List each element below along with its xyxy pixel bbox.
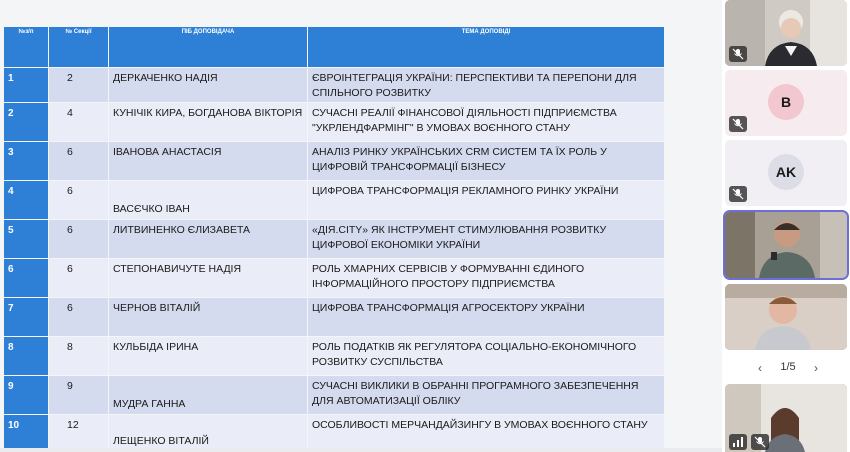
row-topic: СУЧАСНІ РЕАЛІЇ ФІНАНСОВОЇ ДІЯЛЬНОСТІ ПІДПРИЄМСТВА "УКРЛЕНДФАРМІНГ" В УМОВАХ ВОЄННОГО СТАНУ — [308, 103, 664, 141]
pager-next-button[interactable]: › — [814, 361, 818, 375]
row-topic: «ДІЯ.CITY» ЯК ІНСТРУМЕНТ СТИМУЛЮВАННЯ РОЗВИТКУ ЦИФРОВОЇ ЕКОНОМІКИ УКРАЇНИ — [308, 220, 664, 258]
row-topic: ОСОБЛИВОСТІ МЕРЧАНДАЙЗИНГУ В УМОВАХ ВОЄННОГО СТАНУ — [308, 415, 664, 451]
row-num: 8 — [4, 337, 48, 375]
row-num: 2 — [4, 103, 48, 141]
row-section: 4 — [49, 103, 108, 141]
mic-muted-icon — [729, 116, 747, 132]
row-section: 6 — [49, 220, 108, 258]
row-section: 6 — [49, 181, 108, 219]
pager-prev-button[interactable]: ‹ — [758, 361, 762, 375]
participant-tile-5[interactable] — [725, 284, 847, 350]
row-speaker: КУЛЬБІДА ІРИНА — [109, 337, 307, 375]
row-speaker: СТЕПОНАВИЧУТЕ НАДІЯ — [109, 259, 307, 297]
table-row — [4, 68, 664, 102]
row-topic: РОЛЬ ПОДАТКІВ ЯК РЕГУЛЯТОРА СОЦІАЛЬНО-ЕКОНОМІЧНОГО РОЗВИТКУ СУСПІЛЬСТВА — [308, 337, 664, 375]
row-section: 6 — [49, 142, 108, 180]
row-num: 7 — [4, 298, 48, 336]
participants-pager — [758, 361, 818, 377]
row-topic: ЄВРОІНТЕГРАЦІЯ УКРАЇНИ: ПЕРСПЕКТИВИ ТА ПЕРЕПОНИ ДЛЯ СПІЛЬНОГО РОЗВИТКУ — [308, 68, 664, 102]
row-section: 6 — [49, 259, 108, 297]
row-num: 6 — [4, 259, 48, 297]
row-speaker: ДЕРКАЧЕНКО НАДІЯ — [109, 68, 307, 102]
row-topic: СУЧАСНІ ВИКЛИКИ В ОБРАННІ ПРОГРАМНОГО ЗАБЕЗПЕЧЕННЯ ДЛЯ АВТОМАТИЗАЦІЇ ОБЛІКУ — [308, 376, 664, 414]
row-num: 1 — [4, 68, 48, 102]
row-topic: ЦИФРОВА ТРАНСФОРМАЦІЯ АГРОСЕКТОРУ УКРАЇНИ — [308, 298, 664, 336]
row-speaker: ІВАНОВА АНАСТАСІЯ — [109, 142, 307, 180]
table-row — [4, 103, 664, 141]
avatar-ak: AK — [768, 154, 804, 190]
row-section: 12 — [49, 415, 108, 451]
pager-label: 1/5 — [780, 361, 796, 373]
row-section: 2 — [49, 68, 108, 102]
table-header-row — [4, 27, 664, 67]
participant-video-4 — [725, 212, 847, 278]
participant-video-5 — [725, 284, 847, 350]
row-num: 4 — [4, 181, 48, 219]
table-row — [4, 142, 664, 180]
table-row — [4, 337, 664, 375]
row-num: 5 — [4, 220, 48, 258]
row-section: 8 — [49, 337, 108, 375]
row-topic: АНАЛІЗ РИНКУ УКРАЇНСЬКИХ CRM СИСТЕМ ТА ЇХ РОЛЬ У ЦИФРОВІЙ ТРАНСФОРМАЦІЇ БІЗНЕСУ — [308, 142, 664, 180]
row-speaker: ЛЕЩЕНКО ВІТАЛІЙ — [109, 415, 307, 451]
table-row — [4, 259, 664, 297]
row-speaker: ЧЕРНОВ ВІТАЛІЙ — [109, 298, 307, 336]
row-speaker: МУДРА ГАННА — [109, 376, 307, 414]
row-num: 9 — [4, 376, 48, 414]
participant-tile-6[interactable] — [725, 384, 847, 452]
participants-panel — [722, 0, 850, 452]
table-row — [4, 376, 664, 414]
row-speaker: КУНІЧІК КИРА, БОГДАНОВА ВІКТОРІЯ — [109, 103, 307, 141]
table-row — [4, 298, 664, 336]
avatar-b: B — [768, 84, 804, 120]
mic-muted-icon — [729, 46, 747, 62]
table-row — [4, 220, 664, 258]
row-topic: РОЛЬ ХМАРНИХ СЕРВІСІВ У ФОРМУВАННІ ЄДИНОГО ІНФОРМАЦІЙНОГО ПРОСТОРУ ПІДПРИЄМСТВА — [308, 259, 664, 297]
signal-strength-icon — [729, 434, 747, 450]
row-num: 3 — [4, 142, 48, 180]
row-speaker: ВАСЄЧКО ІВАН — [109, 181, 307, 219]
participant-tile-4-active[interactable] — [725, 212, 847, 278]
row-topic: ЦИФРОВА ТРАНСФОРМАЦІЯ РЕКЛАМНОГО РИНКУ УКРАЇНИ — [308, 181, 664, 219]
participant-tile-3[interactable] — [725, 140, 847, 206]
header-topic: ТЕМА ДОПОВІДІ — [308, 27, 664, 67]
speakers-table — [3, 26, 665, 452]
header-speaker: ПІБ ДОПОВІДАЧА — [109, 27, 307, 67]
mic-muted-icon — [751, 434, 769, 450]
participant-tile-1[interactable] — [725, 0, 847, 66]
table-row — [4, 181, 664, 219]
row-speaker: ЛИТВИНЕНКО ЄЛИЗАВЕТА — [109, 220, 307, 258]
header-num: №з/п — [4, 27, 48, 67]
header-section: № Секції — [49, 27, 108, 67]
slide-bottom-bar — [0, 448, 722, 452]
mic-muted-icon — [729, 186, 747, 202]
table-row — [4, 415, 664, 451]
row-section: 9 — [49, 376, 108, 414]
row-num: 10 — [4, 415, 48, 451]
row-section: 6 — [49, 298, 108, 336]
participant-tile-2[interactable] — [725, 70, 847, 136]
